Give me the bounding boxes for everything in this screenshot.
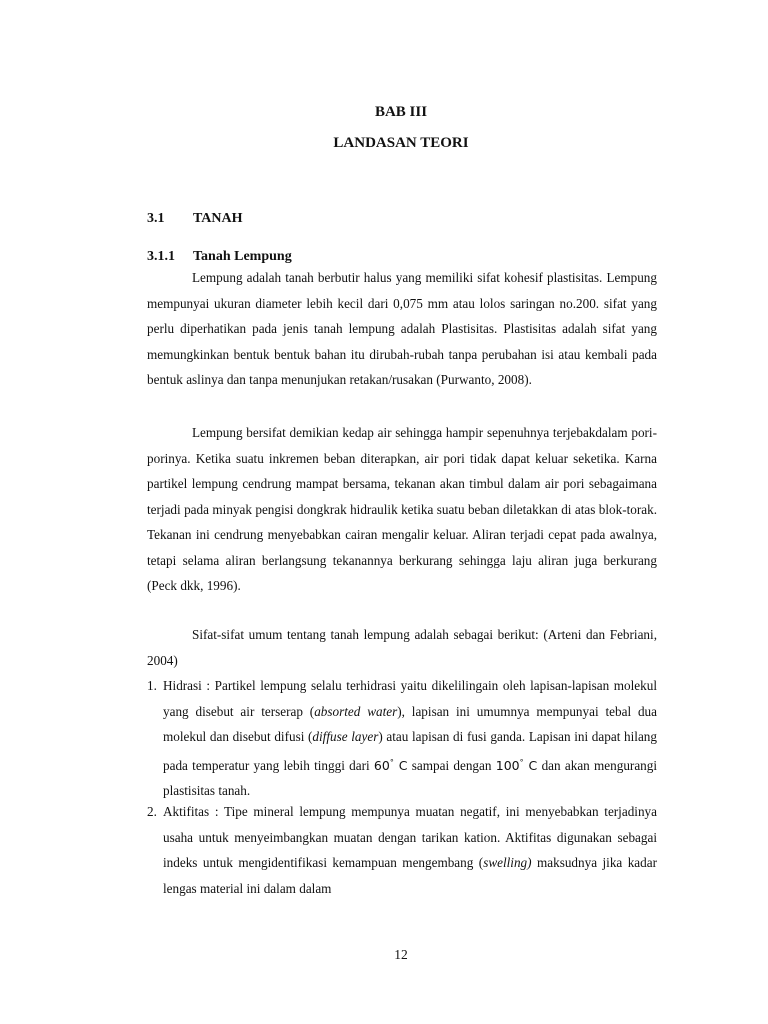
section-number: 3.1 bbox=[147, 211, 165, 226]
section-title: TANAH bbox=[193, 211, 243, 226]
list-item-hidrasi bbox=[147, 673, 657, 804]
subsection-title: Tanah Lempung bbox=[193, 249, 292, 264]
section-heading bbox=[147, 211, 243, 227]
temperature-100: 100° C bbox=[495, 757, 538, 773]
subsection-heading bbox=[147, 249, 292, 265]
list-marker: 2. bbox=[147, 804, 157, 819]
chapter-title: LANDASAN TEORI bbox=[333, 135, 469, 151]
temperature-60: 60° C bbox=[373, 757, 408, 773]
list-item-aktifitas bbox=[147, 799, 657, 901]
list-item-text: Hidrasi : Partikel lempung selalu terhidrasi yaitu dikelilingain oleh lapisan-lapisan molekul yang disebut air terserap (absorted water), lapisan ini umumnya mempunyai tebal dua molekul dan disebut difusi (diffuse layer) atau lapisan di fusi ganda. Lapisan ini dapat hilang pada temperatur yang lebih tinggi dari 60° C sampai dengan 100° C dan akan mengurangi plastisitas tanah. bbox=[163, 678, 658, 799]
list-item-text: Aktifitas : Tipe mineral lempung mempunya muatan negatif, ini menyebabkan terjadinya usaha untuk menyeimbangkan muatan dengan tarikan kation. Aktifitas digunakan sebagai indeks untuk mengidentifikasi kemampuan mengembang (swelling) maksudnya jika kadar lengas material ini dalam dalam bbox=[163, 804, 657, 896]
paragraph-3: Sifat-sifat umum tentang tanah lempung adalah sebagai berikut: (Arteni dan Febriani, 2004) bbox=[147, 627, 657, 668]
page-number: 12 bbox=[394, 947, 408, 962]
list-marker: 1. bbox=[147, 678, 157, 693]
subsection-number: 3.1.1 bbox=[147, 249, 175, 264]
chapter-number: BAB III bbox=[374, 104, 428, 120]
paragraph-2: Lempung bersifat demikian kedap air sehingga hampir sepenuhnya terjebakdalam pori-porinya. Ketika suatu inkremen beban diterapkan, air pori tidak dapat keluar seketika. Karna partikel lempung cendrung mampat bersama, tekanan akan timbul dalam air pori sebagaimana terjadi pada minyak pengisi dongkrak hidraulik ketika suatu beban diletakkan di atas blok-torak. Tekanan ini cendrung menyebabkan cairan mengalir keluar. Aliran terjadi cepat pada awalnya, tetapi selama aliran berlangsung tekanannya berkurang sehingga laju aliran juga berkurang (Peck dkk, 1996). bbox=[147, 425, 657, 593]
paragraph-1: Lempung adalah tanah berbutir halus yang memiliki sifat kohesif plastisitas. Lempung mempunyai ukuran diameter lebih kecil dari 0,075 mm atau lolos saringan no.200. sifat yang perlu diperhatikan pada jenis tanah lempung adalah Plastisitas. Plastisitas adalah sifat yang memungkinkan bentuk bentuk bahan itu dirubah-rubah tanpa perubahan isi atau kembali pada bentuk aslinya dan tanpa menunjukan retakan/rusakan (Purwanto, 2008). bbox=[147, 270, 657, 387]
